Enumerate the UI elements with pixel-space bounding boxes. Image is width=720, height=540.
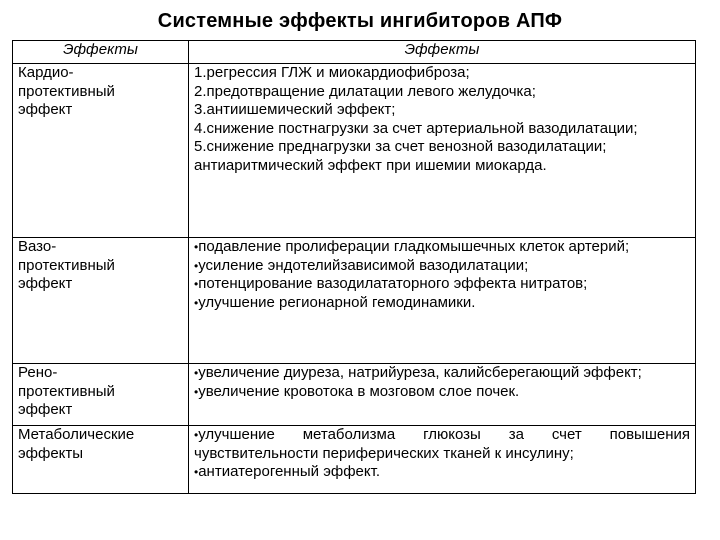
table-header-row [13,41,696,64]
category-cell [13,426,189,494]
effect-item: •подавление пролиферации гладкомышечных клеток артерий; [194,238,630,255]
bullet-icon: • [194,277,199,292]
category-line: эффект [18,101,73,119]
effect-item: •усиление эндотелийзависимой вазодилатации; [194,256,529,274]
effect-item: 4.снижение постнагрузки за счет артериальной вазодилатации; [194,119,638,137]
effects-cell [189,426,696,494]
effect-item: •улучшение регионарной гемодинамики. [194,293,476,311]
effect-item: 2.предотвращение дилатации левого желудочка; [194,82,536,100]
category-line: Метаболические [18,426,135,443]
bullet-icon: • [194,258,199,273]
bullet-icon: • [194,240,199,254]
category-line: эффект [18,275,73,293]
effect-item: антиаритмический эффект при ишемии миокарда. [194,156,547,174]
bullet-icon: • [194,295,199,310]
effect-item: •улучшение метаболизма глюкозы за счет повышения чувствительности периферических тканей к инсулину; [194,426,690,462]
category-line: протективный [18,82,115,100]
column-header-category: Эффекты [13,41,189,64]
table-row [13,426,696,494]
effect-item: 3.антиишемический эффект; [194,101,396,119]
effect-item: 5.снижение преднагрузки за счет венозной вазодилатации; [194,138,607,156]
category-line: эффект [18,401,73,419]
effect-item: 1.регрессия ГЛЖ и миокардиофиброза; [194,64,470,81]
category-cell [13,238,189,364]
bullet-icon: • [194,428,199,442]
category-line: эффекты [18,444,84,462]
effect-item: •увеличение кровотока в мозговом слое почек. [194,382,520,400]
table-row [13,238,696,364]
bullet-icon: • [194,384,199,399]
effects-table [12,40,696,494]
effect-item: •антиатерогенный эффект. [194,463,380,481]
category-cell [13,64,189,238]
category-line: Кардио- [18,64,74,81]
effect-item: •потенцирование вазодилататорного эффекта нитратов; [194,275,588,293]
table-row [13,64,696,238]
table-row [13,364,696,426]
bullet-icon: • [194,465,199,480]
effect-item: •увеличение диуреза, натрийуреза, калийсберегающий эффект; [194,364,642,381]
page-title: Системные эффекты ингибиторов АПФ [157,10,563,32]
effects-cell [189,364,696,426]
effects-cell [189,238,696,364]
category-line: Рено- [18,364,58,381]
category-cell [13,364,189,426]
category-line: Вазо- [18,238,57,255]
bullet-icon: • [194,366,199,380]
category-line: протективный [18,256,115,274]
effects-cell [189,64,696,238]
category-line: протективный [18,382,115,400]
column-header-effects: Эффекты [189,41,696,64]
